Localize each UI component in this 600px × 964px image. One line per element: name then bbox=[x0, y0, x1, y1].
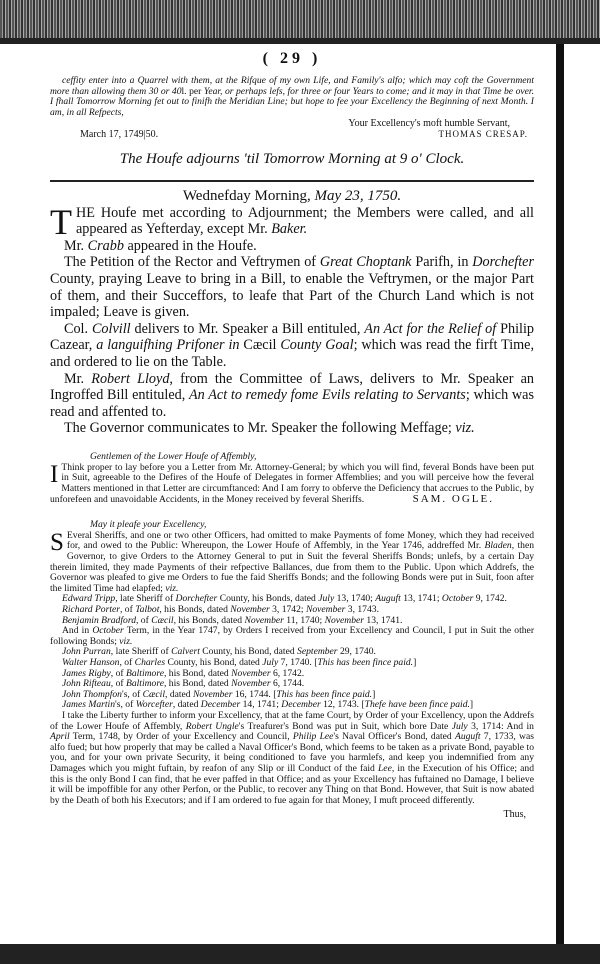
italic-text: November bbox=[324, 614, 365, 626]
italic-text: ceffity enter into a Quarrel with them, at the Rifque of my own Life, and Family's alfo; which may coft the Government more than allowing them 30 or 40 bbox=[50, 75, 534, 97]
text: ; which was read the firft Time, and ordered to lie on the Table. bbox=[50, 337, 535, 370]
italic-text: November bbox=[231, 678, 271, 690]
text: 13, 1741; bbox=[400, 593, 442, 605]
italic-text: Thefe have been fince paid. bbox=[364, 699, 470, 711]
text: 14, 1741; bbox=[240, 699, 282, 711]
italic-text: Richard Porter bbox=[62, 604, 120, 615]
italic-text: Lee bbox=[377, 762, 392, 774]
letter-salutation: May it pleafe your Excellency, bbox=[90, 518, 207, 530]
italic-text: County Goal bbox=[280, 337, 354, 354]
italic-text: John Purran bbox=[62, 646, 111, 658]
text: The Petition of the Rector and Veftrymen of bbox=[64, 254, 320, 271]
text: , of bbox=[110, 678, 126, 690]
italic-text: Worcefter bbox=[135, 699, 173, 711]
page-number: ( 29 ) bbox=[262, 50, 322, 67]
text: County, his Bonds, dated bbox=[217, 593, 319, 605]
italic-text: Edward Tripp bbox=[62, 593, 116, 605]
text: delivers to Mr. Speaker a Bill entituled, bbox=[130, 320, 365, 337]
session-date: May 23, 1750. bbox=[314, 187, 402, 204]
italic-text: This has been fince paid. bbox=[317, 656, 414, 668]
text: , from the Committee of Laws, delivers to Mr. Speaker an Ingroffed Bill entituled, bbox=[50, 370, 535, 404]
text: 6, 1744. bbox=[270, 678, 305, 690]
text: , his Bonds, dated bbox=[159, 604, 231, 615]
italic-text: Cæcil bbox=[142, 688, 166, 700]
italic-text: Baltimore bbox=[125, 678, 164, 690]
text: HE Houfe met according to Adjournment; the Members were called, and all appeared as Yefterday, except Mr. bbox=[76, 204, 534, 238]
session-heading bbox=[50, 188, 534, 205]
italic-text: Philip Lee bbox=[292, 731, 334, 743]
text: Col. bbox=[64, 320, 92, 337]
section-divider bbox=[50, 180, 534, 182]
italic-text: July bbox=[451, 720, 468, 732]
text: 6, 1742. bbox=[270, 667, 305, 679]
text: 3, 1714: And in bbox=[467, 720, 534, 732]
italic-text: a languifhing Prifoner in bbox=[96, 337, 240, 354]
italic-text: October bbox=[441, 593, 474, 605]
italic-text: Robert Lloyd bbox=[91, 370, 170, 387]
text: 29, 1740. bbox=[337, 646, 376, 658]
text: ] bbox=[372, 688, 376, 700]
italic-text: November bbox=[231, 667, 271, 679]
drop-cap: T bbox=[50, 201, 72, 242]
paragraph bbox=[50, 420, 534, 437]
governor-message bbox=[50, 460, 534, 506]
catchword: Thus, bbox=[503, 809, 526, 821]
paragraph bbox=[50, 711, 534, 806]
italic-text: Crabb bbox=[87, 237, 124, 254]
italic-text: viz. bbox=[119, 635, 133, 647]
scan-right-edge bbox=[556, 44, 564, 944]
text: , dated bbox=[172, 699, 201, 711]
letter-signature: THOMAS CRESAP. bbox=[438, 129, 528, 140]
italic-text: November bbox=[230, 604, 270, 615]
letter-body bbox=[50, 528, 535, 806]
paragraph bbox=[50, 626, 534, 647]
italic-text: Baltimore bbox=[125, 667, 164, 679]
text: , dated bbox=[165, 688, 193, 700]
italic-text: This has been fince paid. bbox=[276, 688, 373, 700]
italic-text: Cæcil bbox=[151, 614, 174, 626]
text: ] bbox=[413, 656, 417, 668]
paragraph bbox=[50, 238, 534, 255]
text: Mr. bbox=[64, 237, 88, 254]
text: , his Bond, dated bbox=[163, 678, 232, 690]
text: 's Naval Officer's Bond, dated bbox=[333, 731, 455, 743]
text: 9, 1742. bbox=[473, 593, 507, 605]
text: , his Bonds, dated bbox=[173, 614, 245, 626]
italic-text: Colvill bbox=[91, 320, 131, 337]
italic-text: James Rigby bbox=[62, 667, 111, 679]
text: Term, in the Year 1747, by Orders I received from your Excellency and Council, I put in Suit the other following Bonds; bbox=[50, 625, 535, 647]
prior-letter-body bbox=[50, 76, 534, 118]
text: ; which was read and affented to. bbox=[50, 387, 534, 420]
text: 16, 1744. [ bbox=[232, 688, 277, 700]
session-day: Wednefday Morning, bbox=[182, 187, 315, 204]
italic-text: Dorchefter bbox=[175, 593, 218, 605]
italic-text: Auguft bbox=[454, 731, 481, 743]
text: , of bbox=[110, 667, 126, 679]
text: 7, 1733, was alfo fued; but how properly that may be called a Naval Officer's Bond, which feems to be taken as a private Bond, payable to you, and for your own private Security, it being conditioned to fave you harmlefs, and keep you indemnified from any Damages which you might fuftain, by reafon of any Slip or ill Conduct of the faid bbox=[50, 731, 534, 774]
prior-letter bbox=[50, 76, 534, 141]
text: l. per bbox=[181, 85, 204, 97]
document-page bbox=[50, 50, 534, 821]
italic-text: December bbox=[281, 699, 321, 711]
proceedings-paragraphs bbox=[50, 201, 535, 437]
text: 12, 1743. [ bbox=[320, 699, 365, 711]
adjournment-notice: The Houfe adjourns 'til Tomorrow Morning at 9 o' Clock. bbox=[119, 150, 465, 167]
italic-text: September bbox=[297, 646, 338, 658]
text: County, his Bond, dated bbox=[165, 656, 263, 668]
text: Think proper to lay before you a Letter from Mr. Attorney-General; by which you will find, feveral Bonds have been put in Suit, agreeable to the Defires of the Houfe of Delegates in former Affemblies; and you will perceive how the feveral Matters mentioned in that Letter are circumftanced: And I am forry to obferve the Deficiency that accrues to the Public, by unforefeen and unavoidable Accidents, in the Money received by feveral Sheriffs. bbox=[50, 461, 534, 505]
scan-top-edge bbox=[0, 0, 600, 44]
letter-date: March 17, 1749|50. bbox=[80, 128, 159, 140]
text: 's Treafurer's Bond was put in Suit, which bore Date bbox=[238, 720, 452, 732]
text: appeared in the Houfe. bbox=[123, 237, 257, 254]
italic-text: An Act to remedy fome Evils relating to Servants bbox=[189, 387, 466, 404]
italic-text: viz. bbox=[455, 420, 475, 437]
text: , of bbox=[119, 656, 135, 668]
italic-text: Auguft bbox=[375, 593, 401, 605]
text: The Governor communicates to Mr. Speaker the following Meffage; bbox=[64, 420, 456, 437]
italic-text: December bbox=[200, 699, 241, 711]
text: , late Sheriff of bbox=[115, 593, 176, 605]
text: 13, 1740; bbox=[334, 593, 376, 605]
text: , of bbox=[120, 604, 136, 615]
italic-text: James Martin bbox=[62, 699, 116, 711]
italic-text: July bbox=[318, 593, 335, 605]
italic-text: Dorchefter bbox=[472, 254, 534, 271]
italic-text: April bbox=[50, 731, 70, 743]
italic-text: John Rifteau bbox=[62, 678, 111, 690]
text: 7, 1740. [ bbox=[278, 656, 318, 668]
italic-text: Bladen bbox=[484, 540, 512, 552]
scan-margin bbox=[564, 44, 600, 944]
text: And in bbox=[62, 625, 93, 637]
italic-text: An Act for the Relief of bbox=[364, 320, 497, 337]
italic-text: October bbox=[92, 625, 124, 637]
drop-cap: I bbox=[50, 460, 59, 488]
italic-text: November bbox=[305, 604, 346, 615]
italic-text: November bbox=[193, 688, 233, 700]
text: I take the Liberty further to inform your Excellency, that at the fame Court, by Order of your Excellency, upon the Addrefs of the Lower Houfe of Affembly, bbox=[50, 709, 534, 732]
paragraph bbox=[50, 76, 534, 118]
text: Term, 1748, by Order of your Excellency and Council, bbox=[69, 731, 293, 743]
text: County, his Bond, dated bbox=[199, 646, 298, 658]
italic-text: Calvert bbox=[171, 646, 200, 658]
text: Parifh, in bbox=[411, 254, 473, 271]
attorney-letter bbox=[50, 528, 535, 821]
scan-bottom-edge bbox=[0, 944, 600, 964]
text: , his Bond, dated bbox=[163, 667, 232, 679]
text: 's, of bbox=[121, 688, 143, 700]
text: 3, 1743. bbox=[345, 604, 379, 615]
italic-text: John Thompfon bbox=[62, 688, 122, 700]
paragraph bbox=[50, 254, 534, 320]
text: Cæcil bbox=[239, 337, 281, 354]
text: Mr. bbox=[64, 370, 92, 387]
italic-text: Walter Hanson bbox=[62, 656, 120, 668]
italic-text: Robert Ungle bbox=[185, 720, 239, 732]
letter-closing: Your Excellency's moft humble Servant, bbox=[348, 118, 510, 130]
text: 3, 1742; bbox=[269, 604, 306, 615]
italic-text: Talbot bbox=[135, 604, 160, 615]
text: , of bbox=[136, 614, 152, 626]
italic-text: viz. bbox=[165, 582, 179, 594]
italic-text: July bbox=[262, 656, 279, 668]
session-proceedings bbox=[50, 201, 535, 437]
italic-text: Charles bbox=[134, 656, 166, 668]
text: , in the Execution of his Office; and this is the only Bond I can find, that he ever paffed in that Office; and as your Excellency has fuftained no Damage, I believe it will be impoffible for any other Perfon, or the Public, to recover any Thing on that Bond. However, that Suit is now abated by the Death of both his Executors; and if I am ordered to fue again for that Money, I muft proceed differently. bbox=[50, 762, 535, 806]
italic-text: Year, or perhaps lefs, for three or four Years to come; and it may in that Time be over. I fhall Tomorrow Morning fet out to finifh the Meridian Line; but hope to fee your Excellency the Beginning of next Month. I am, in all Refpects, bbox=[50, 85, 534, 118]
text: Everal Sheriffs, and one or two other Officers, had omitted to make Payments of fome Money, which they had received for, and owed to the Public: Whereupon, the Lower Houfe of Affembly, in the Year 1746, addreffed Mr. bbox=[66, 529, 534, 552]
text: , late Sheriff of bbox=[110, 646, 172, 658]
italic-text: Baker. bbox=[271, 221, 308, 238]
text: County, praying Leave to bring in a Bill, to enable the Veftrymen, or the major Part of them, and their Succeffors, to leafe that Part of the Church Land which is not impaled; Leave is given. bbox=[50, 270, 534, 321]
drop-cap: S bbox=[50, 528, 64, 556]
italic-text: November bbox=[244, 614, 284, 626]
paragraph bbox=[50, 321, 534, 371]
message-salutation: Gentlemen of the Lower Houfe of Affembly, bbox=[90, 450, 257, 462]
paragraph bbox=[50, 371, 534, 421]
paragraph bbox=[50, 528, 534, 595]
text: 's, of bbox=[115, 699, 136, 711]
italic-text: Great Choptank bbox=[319, 254, 412, 271]
text: 13, 1741. bbox=[364, 614, 403, 626]
text: , then Governor, to give Orders to the Attorney General to put in Suit the feveral Sheriffs Bonds; unlefs, by a certain Day therein limited, they made Payments of their refpective Ballances, due from them to the Public. Upon which Addrefs, the Governor was pleafed to give me Orders to fue the faid Sheriffs Bonds; and the following Bonds were put in Suit, foon after the limited Time had elapfed; bbox=[50, 540, 534, 594]
text: 11, 1740; bbox=[283, 614, 325, 626]
italic-text: Benjamin Bradford bbox=[62, 614, 136, 626]
paragraph bbox=[50, 201, 534, 242]
text: Philip Cazear, bbox=[50, 320, 535, 354]
message-signature: SAM. OGLE. bbox=[412, 493, 494, 506]
text: ] bbox=[469, 699, 474, 711]
